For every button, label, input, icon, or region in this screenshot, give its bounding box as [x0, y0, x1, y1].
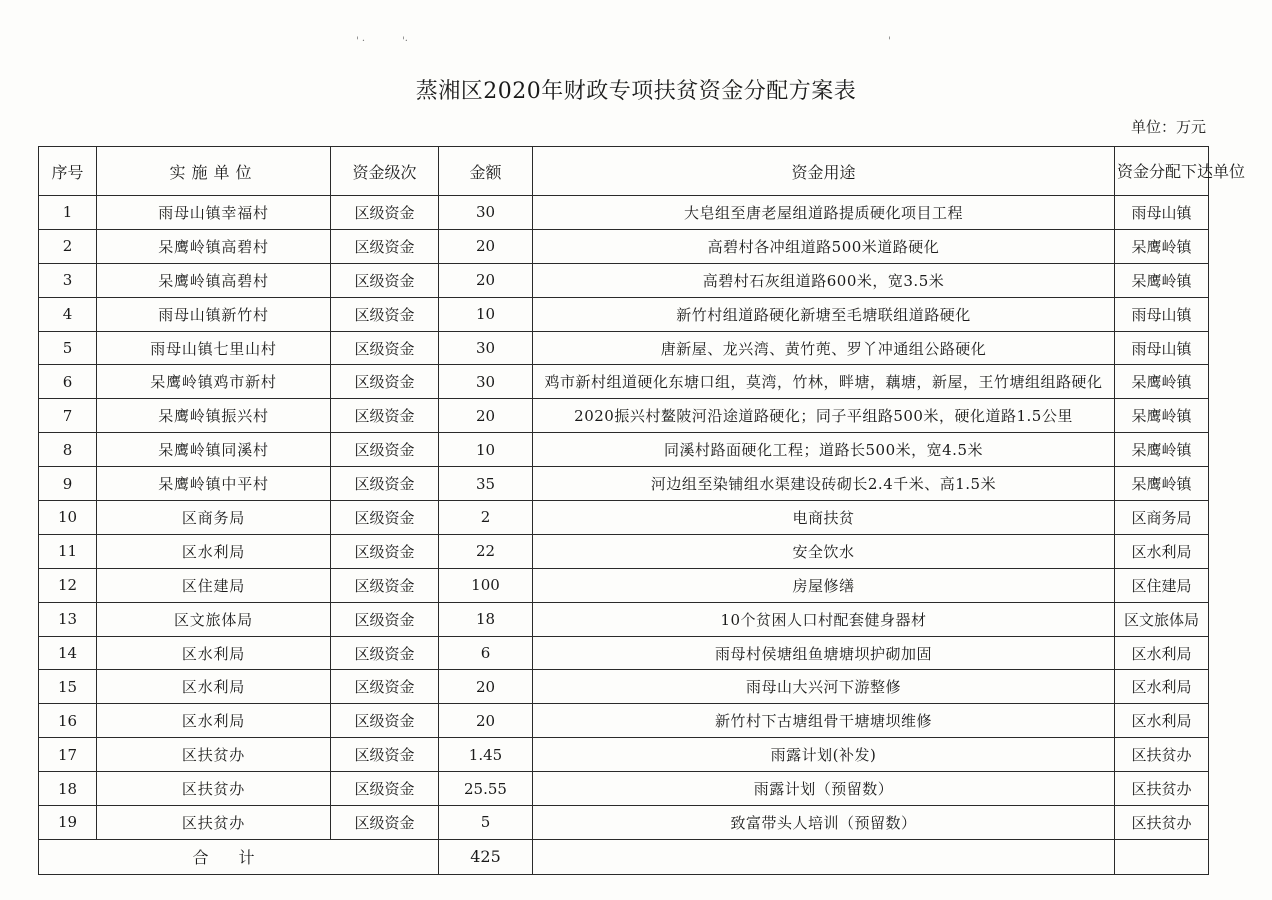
- cell-use: 高碧村石灰组道路600米，宽3.5米: [533, 263, 1115, 297]
- cell-seq: 16: [39, 704, 97, 738]
- cell-use: 致富带头人培训（预留数）: [533, 806, 1115, 840]
- cell-unit: 区扶贫办: [97, 738, 331, 772]
- cell-level: 区级资金: [331, 365, 439, 399]
- header-unit: 实施单位: [97, 147, 331, 196]
- cell-level: 区级资金: [331, 467, 439, 501]
- cell-target: 区住建局: [1115, 568, 1209, 602]
- cell-level: 区级资金: [331, 263, 439, 297]
- cell-use: 雨露计划(补发): [533, 738, 1115, 772]
- cell-seq: 3: [39, 263, 97, 297]
- cell-level: 区级资金: [331, 297, 439, 331]
- cell-level: 区级资金: [331, 534, 439, 568]
- cell-unit: 呆鹰岭镇同溪村: [97, 433, 331, 467]
- table-row: [39, 636, 1209, 670]
- cell-amount: 2: [439, 501, 533, 535]
- cell-target: 呆鹰岭镇: [1115, 433, 1209, 467]
- cell-amount: 30: [439, 196, 533, 230]
- total-use-empty: [533, 839, 1115, 874]
- cell-target: 区扶贫办: [1115, 772, 1209, 806]
- cell-seq: 6: [39, 365, 97, 399]
- cell-use: 2020振兴村鳌陂河沿途道路硬化；同子平组路500米，硬化道路1.5公里: [533, 399, 1115, 433]
- cell-target: 区水利局: [1115, 704, 1209, 738]
- cell-seq: 10: [39, 501, 97, 535]
- total-row: [39, 839, 1209, 874]
- cell-amount: 20: [439, 399, 533, 433]
- cell-use: 唐新屋、龙兴湾、黄竹蔸、罗丫冲通组公路硬化: [533, 331, 1115, 365]
- cell-target: 区扶贫办: [1115, 806, 1209, 840]
- allocation-table: [38, 146, 1246, 875]
- scan-speck-mid: '·: [402, 36, 408, 47]
- cell-seq: 18: [39, 772, 97, 806]
- cell-amount: 35: [439, 467, 533, 501]
- scan-speck-right: ': [888, 36, 891, 47]
- header-target: 资金分配下达单位: [1115, 147, 1209, 196]
- cell-level: 区级资金: [331, 772, 439, 806]
- cell-seq: 17: [39, 738, 97, 772]
- cell-amount: 6: [439, 636, 533, 670]
- cell-seq: 14: [39, 636, 97, 670]
- cell-unit: 呆鹰岭镇高碧村: [97, 263, 331, 297]
- header-seq: 序号: [39, 147, 97, 196]
- header-amount: 金额: [439, 147, 533, 196]
- cell-target: 区文旅体局: [1115, 602, 1209, 636]
- cell-use: 房屋修缮: [533, 568, 1115, 602]
- cell-use: 10个贫困人口村配套健身器材: [533, 602, 1115, 636]
- cell-amount: 10: [439, 433, 533, 467]
- cell-level: 区级资金: [331, 229, 439, 263]
- cell-seq: 5: [39, 331, 97, 365]
- cell-seq: 1: [39, 196, 97, 230]
- table-row: [39, 467, 1209, 501]
- cell-use: 新竹村组道路硬化新塘至毛塘联组道路硬化: [533, 297, 1115, 331]
- cell-unit: 呆鹰岭镇振兴村: [97, 399, 331, 433]
- cell-unit: 区扶贫办: [97, 806, 331, 840]
- table-row: [39, 399, 1209, 433]
- cell-seq: 12: [39, 568, 97, 602]
- cell-level: 区级资金: [331, 636, 439, 670]
- table-row: [39, 602, 1209, 636]
- cell-use: 电商扶贫: [533, 501, 1115, 535]
- header-use: 资金用途: [533, 147, 1115, 196]
- cell-amount: 1.45: [439, 738, 533, 772]
- table-row: [39, 433, 1209, 467]
- cell-level: 区级资金: [331, 196, 439, 230]
- cell-target: 区水利局: [1115, 636, 1209, 670]
- cell-use: 河边组至染铺组水渠建设砖砌长2.4千米、高1.5米: [533, 467, 1115, 501]
- cell-amount: 20: [439, 704, 533, 738]
- table-row: [39, 738, 1209, 772]
- cell-unit: 区文旅体局: [97, 602, 331, 636]
- table-row: [39, 670, 1209, 704]
- cell-target: 区扶贫办: [1115, 738, 1209, 772]
- cell-unit: 区水利局: [97, 636, 331, 670]
- total-label: 合计: [39, 839, 439, 874]
- table-row: [39, 365, 1209, 399]
- total-amount: 425: [439, 839, 533, 874]
- cell-use: 高碧村各冲组道路500米道路硬化: [533, 229, 1115, 263]
- cell-target: 区水利局: [1115, 670, 1209, 704]
- table-row: [39, 331, 1209, 365]
- cell-unit: 呆鹰岭镇中平村: [97, 467, 331, 501]
- table-row: [39, 229, 1209, 263]
- cell-seq: 2: [39, 229, 97, 263]
- cell-level: 区级资金: [331, 704, 439, 738]
- cell-seq: 7: [39, 399, 97, 433]
- cell-use: 新竹村下古塘组骨干塘塘坝维修: [533, 704, 1115, 738]
- scan-speck-left: ' ·: [356, 36, 366, 47]
- cell-target: 呆鹰岭镇: [1115, 263, 1209, 297]
- cell-level: 区级资金: [331, 501, 439, 535]
- cell-amount: 25.55: [439, 772, 533, 806]
- cell-unit: 呆鹰岭镇高碧村: [97, 229, 331, 263]
- cell-target: 区水利局: [1115, 534, 1209, 568]
- table-row: [39, 196, 1209, 230]
- table-row: [39, 772, 1209, 806]
- table-row: [39, 297, 1209, 331]
- cell-target: 呆鹰岭镇: [1115, 365, 1209, 399]
- table-row: [39, 501, 1209, 535]
- cell-level: 区级资金: [331, 670, 439, 704]
- cell-target: 雨母山镇: [1115, 331, 1209, 365]
- cell-amount: 18: [439, 602, 533, 636]
- table-header-row: [39, 147, 1209, 196]
- cell-unit: 区水利局: [97, 704, 331, 738]
- cell-amount: 20: [439, 670, 533, 704]
- cell-target: 雨母山镇: [1115, 297, 1209, 331]
- cell-amount: 20: [439, 263, 533, 297]
- cell-level: 区级资金: [331, 399, 439, 433]
- cell-level: 区级资金: [331, 602, 439, 636]
- cell-amount: 20: [439, 229, 533, 263]
- cell-unit: 区水利局: [97, 534, 331, 568]
- cell-use: 大皂组至唐老屋组道路提质硬化项目工程: [533, 196, 1115, 230]
- cell-level: 区级资金: [331, 568, 439, 602]
- cell-use: 鸡市新村组道硬化东塘口组，莫湾，竹林，畔塘，藕塘，新屋，王竹塘组组路硬化: [533, 365, 1115, 399]
- cell-seq: 8: [39, 433, 97, 467]
- cell-unit: 区扶贫办: [97, 772, 331, 806]
- cell-level: 区级资金: [331, 738, 439, 772]
- cell-unit: 区住建局: [97, 568, 331, 602]
- cell-amount: 30: [439, 365, 533, 399]
- total-target-empty: [1115, 839, 1209, 874]
- cell-amount: 30: [439, 331, 533, 365]
- cell-level: 区级资金: [331, 331, 439, 365]
- cell-amount: 22: [439, 534, 533, 568]
- header-level: 资金级次: [331, 147, 439, 196]
- cell-seq: 13: [39, 602, 97, 636]
- table-row: [39, 704, 1209, 738]
- cell-seq: 15: [39, 670, 97, 704]
- cell-amount: 10: [439, 297, 533, 331]
- cell-unit: 呆鹰岭镇鸡市新村: [97, 365, 331, 399]
- cell-unit: 雨母山镇新竹村: [97, 297, 331, 331]
- cell-use: 雨母村侯塘组鱼塘塘坝护砌加固: [533, 636, 1115, 670]
- cell-seq: 9: [39, 467, 97, 501]
- cell-use: 同溪村路面硬化工程；道路长500米，宽4.5米: [533, 433, 1115, 467]
- cell-amount: 100: [439, 568, 533, 602]
- cell-target: 呆鹰岭镇: [1115, 399, 1209, 433]
- cell-target: 区商务局: [1115, 501, 1209, 535]
- cell-unit: 区水利局: [97, 670, 331, 704]
- unit-note: 单位：万元: [1130, 118, 1206, 136]
- cell-use: 雨露计划（预留数）: [533, 772, 1115, 806]
- cell-use: 安全饮水: [533, 534, 1115, 568]
- cell-level: 区级资金: [331, 433, 439, 467]
- table-row: [39, 534, 1209, 568]
- table-row: [39, 568, 1209, 602]
- cell-unit: 雨母山镇幸福村: [97, 196, 331, 230]
- cell-unit: 区商务局: [97, 501, 331, 535]
- table-row: [39, 263, 1209, 297]
- table-row: [39, 806, 1209, 840]
- cell-seq: 4: [39, 297, 97, 331]
- cell-use: 雨母山大兴河下游整修: [533, 670, 1115, 704]
- cell-target: 呆鹰岭镇: [1115, 467, 1209, 501]
- cell-seq: 11: [39, 534, 97, 568]
- cell-unit: 雨母山镇七里山村: [97, 331, 331, 365]
- cell-amount: 5: [439, 806, 533, 840]
- cell-target: 雨母山镇: [1115, 196, 1209, 230]
- cell-seq: 19: [39, 806, 97, 840]
- cell-target: 呆鹰岭镇: [1115, 229, 1209, 263]
- cell-level: 区级资金: [331, 806, 439, 840]
- page-title: 蒸湘区2020年财政专项扶贫资金分配方案表: [415, 79, 857, 104]
